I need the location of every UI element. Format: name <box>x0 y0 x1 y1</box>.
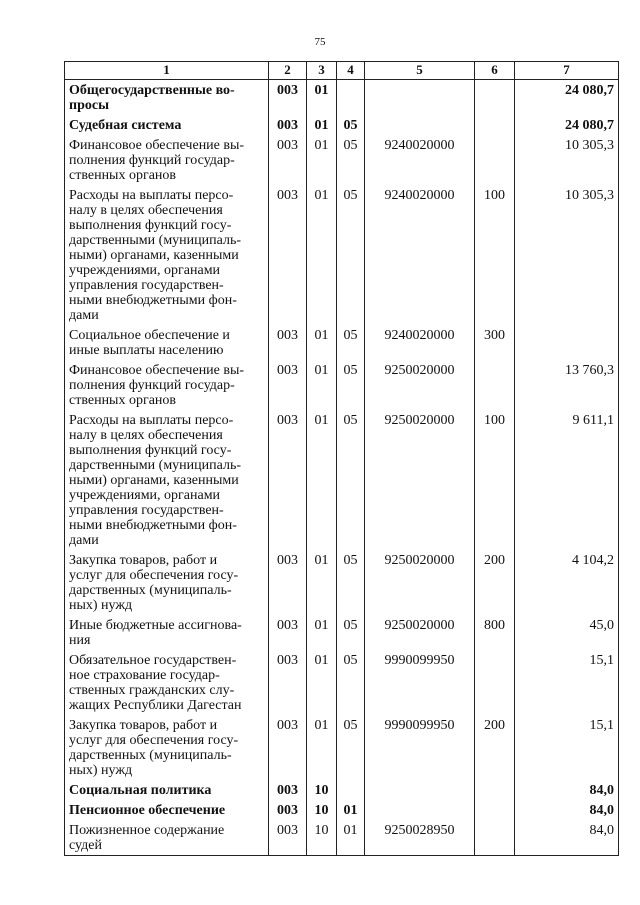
table-row <box>65 325 619 360</box>
table-body <box>65 80 619 856</box>
target-article-code: 9240020000 <box>365 325 475 360</box>
row-name-line: услуг для обеспечения госу- <box>69 568 239 583</box>
row-name-line: Закупка товаров, работ и <box>69 718 218 733</box>
row-name-line: ными) органами, казенными <box>69 248 239 263</box>
amount: 13 760,3 <box>515 360 619 410</box>
table-row <box>65 135 619 185</box>
target-article-code: 9990099950 <box>365 715 475 780</box>
row-name <box>65 325 269 360</box>
budget-table <box>64 61 619 856</box>
target-article-code: 9240020000 <box>365 135 475 185</box>
ministry-code: 003 <box>269 135 307 185</box>
section-code: 10 <box>307 820 337 856</box>
target-article-code: 9250020000 <box>365 550 475 615</box>
row-name-line: ными внебюджетными фон- <box>69 518 237 533</box>
ministry-code: 003 <box>269 820 307 856</box>
ministry-code: 003 <box>269 715 307 780</box>
row-name-line: просы <box>69 98 109 113</box>
expense-type-code <box>475 80 515 116</box>
ministry-code: 003 <box>269 780 307 800</box>
row-name-line: Социальное обеспечение и <box>69 328 230 343</box>
row-name-line: учреждениями, органами <box>69 488 221 503</box>
section-code: 01 <box>307 80 337 116</box>
expense-type-code: 300 <box>475 325 515 360</box>
section-code: 01 <box>307 615 337 650</box>
expense-type-code <box>475 800 515 820</box>
row-name-line: ными внебюджетными фон- <box>69 293 237 308</box>
section-code: 01 <box>307 650 337 715</box>
ministry-code: 003 <box>269 325 307 360</box>
row-name <box>65 780 269 800</box>
row-name-line: дами <box>69 533 99 548</box>
table-row <box>65 820 619 856</box>
column-header: 5 <box>365 62 475 80</box>
table-header-row <box>65 62 619 80</box>
row-name <box>65 615 269 650</box>
row-name-line: дами <box>69 308 99 323</box>
table-row <box>65 615 619 650</box>
row-name <box>65 185 269 325</box>
ministry-code: 003 <box>269 410 307 550</box>
subsection-code: 05 <box>337 615 365 650</box>
section-code: 10 <box>307 800 337 820</box>
section-code: 01 <box>307 360 337 410</box>
section-code: 10 <box>307 780 337 800</box>
target-article-code: 9250020000 <box>365 410 475 550</box>
row-name <box>65 820 269 856</box>
amount: 24 080,7 <box>515 115 619 135</box>
target-article-code: 9240020000 <box>365 185 475 325</box>
target-article-code: 9250028950 <box>365 820 475 856</box>
subsection-code: 01 <box>337 820 365 856</box>
subsection-code: 05 <box>337 135 365 185</box>
amount: 15,1 <box>515 715 619 780</box>
row-name <box>65 410 269 550</box>
row-name-line: управления государствен- <box>69 278 224 293</box>
amount: 10 305,3 <box>515 135 619 185</box>
row-name-line: дарственными (муниципаль- <box>69 458 242 473</box>
target-article-code: 9990099950 <box>365 650 475 715</box>
column-header: 6 <box>475 62 515 80</box>
amount: 4 104,2 <box>515 550 619 615</box>
subsection-code: 05 <box>337 185 365 325</box>
section-code: 01 <box>307 115 337 135</box>
expense-type-code: 100 <box>475 410 515 550</box>
subsection-code: 05 <box>337 715 365 780</box>
amount: 24 080,7 <box>515 80 619 116</box>
row-name-line: налу в целях обеспечения <box>69 203 223 218</box>
row-name-line: Пожизненное содержание <box>69 823 225 838</box>
row-name-line: ными) органами, казенными <box>69 473 239 488</box>
row-name-line: Пенсионное обеспечение <box>69 803 226 818</box>
subsection-code: 05 <box>337 410 365 550</box>
subsection-code: 05 <box>337 650 365 715</box>
expense-type-code: 200 <box>475 715 515 780</box>
table-row <box>65 550 619 615</box>
row-name-line: Закупка товаров, работ и <box>69 553 218 568</box>
row-name-line: Обязательное государствен- <box>69 653 237 668</box>
amount <box>515 325 619 360</box>
column-header: 3 <box>307 62 337 80</box>
table-row <box>65 360 619 410</box>
target-article-code: 9250020000 <box>365 615 475 650</box>
amount: 9 611,1 <box>515 410 619 550</box>
row-name-line: выполнения функций госу- <box>69 218 232 233</box>
row-name-line: Судебная система <box>69 118 182 133</box>
column-header: 4 <box>337 62 365 80</box>
expense-type-code <box>475 780 515 800</box>
section-code: 01 <box>307 715 337 780</box>
column-header: 7 <box>515 62 619 80</box>
column-header: 2 <box>269 62 307 80</box>
row-name-line: Общегосударственные во- <box>69 83 235 98</box>
amount: 84,0 <box>515 820 619 856</box>
row-name-line: выполнения функций госу- <box>69 443 232 458</box>
ministry-code: 003 <box>269 360 307 410</box>
row-name-line: ния <box>69 633 91 648</box>
table-row <box>65 715 619 780</box>
amount: 45,0 <box>515 615 619 650</box>
section-code: 01 <box>307 325 337 360</box>
page-number: 75 <box>314 36 326 48</box>
expense-type-code: 800 <box>475 615 515 650</box>
row-name <box>65 115 269 135</box>
row-name-line: Иные бюджетные ассигнова- <box>69 618 242 633</box>
target-article-code: 9250020000 <box>365 360 475 410</box>
row-name-line: ственных органов <box>69 168 177 183</box>
table-row <box>65 185 619 325</box>
ministry-code: 003 <box>269 550 307 615</box>
row-name <box>65 800 269 820</box>
row-name-line: Расходы на выплаты персо- <box>69 188 234 203</box>
subsection-code: 05 <box>337 325 365 360</box>
expense-type-code <box>475 135 515 185</box>
row-name <box>65 550 269 615</box>
expense-type-code: 200 <box>475 550 515 615</box>
row-name-line: ственных органов <box>69 393 177 408</box>
row-name-line: Социальная политика <box>69 783 212 798</box>
subsection-code <box>337 80 365 116</box>
expense-type-code <box>475 115 515 135</box>
section-code: 01 <box>307 135 337 185</box>
row-name-line: услуг для обеспечения госу- <box>69 733 239 748</box>
subsection-code: 01 <box>337 800 365 820</box>
ministry-code: 003 <box>269 615 307 650</box>
amount: 84,0 <box>515 780 619 800</box>
expense-type-code <box>475 360 515 410</box>
column-header: 1 <box>65 62 269 80</box>
row-name-line: Финансовое обеспечение вы- <box>69 138 245 153</box>
amount: 15,1 <box>515 650 619 715</box>
table-row <box>65 800 619 820</box>
row-name-line: ных) нужд <box>69 763 133 778</box>
expense-type-code: 100 <box>475 185 515 325</box>
section-code: 01 <box>307 550 337 615</box>
table-row <box>65 650 619 715</box>
table-row <box>65 780 619 800</box>
row-name-line: ственных гражданских слу- <box>69 683 235 698</box>
row-name-line: полнения функций государ- <box>69 153 235 168</box>
row-name-line: ных) нужд <box>69 598 133 613</box>
row-name-line: полнения функций государ- <box>69 378 235 393</box>
subsection-code: 05 <box>337 360 365 410</box>
row-name-line: налу в целях обеспечения <box>69 428 223 443</box>
row-name <box>65 650 269 715</box>
row-name-line: дарственных (муниципаль- <box>69 583 232 598</box>
amount: 10 305,3 <box>515 185 619 325</box>
table-row <box>65 115 619 135</box>
ministry-code: 003 <box>269 800 307 820</box>
row-name-line: судей <box>69 838 102 853</box>
row-name <box>65 80 269 116</box>
subsection-code: 05 <box>337 115 365 135</box>
row-name-line: учреждениями, органами <box>69 263 221 278</box>
section-code: 01 <box>307 410 337 550</box>
amount: 84,0 <box>515 800 619 820</box>
table-row <box>65 410 619 550</box>
row-name-line: дарственными (муниципаль- <box>69 233 242 248</box>
ministry-code: 003 <box>269 650 307 715</box>
subsection-code: 05 <box>337 550 365 615</box>
section-code: 01 <box>307 185 337 325</box>
subsection-code <box>337 780 365 800</box>
expense-type-code <box>475 650 515 715</box>
row-name <box>65 135 269 185</box>
ministry-code: 003 <box>269 185 307 325</box>
target-article-code <box>365 115 475 135</box>
row-name-line: Финансовое обеспечение вы- <box>69 363 245 378</box>
ministry-code: 003 <box>269 115 307 135</box>
row-name-line: ное страхование государ- <box>69 668 220 683</box>
row-name <box>65 360 269 410</box>
target-article-code <box>365 780 475 800</box>
target-article-code <box>365 80 475 116</box>
expense-type-code <box>475 820 515 856</box>
row-name-line: иные выплаты населению <box>69 343 224 358</box>
row-name-line: жащих Республики Дагестан <box>69 698 242 713</box>
row-name <box>65 715 269 780</box>
ministry-code: 003 <box>269 80 307 116</box>
target-article-code <box>365 800 475 820</box>
row-name-line: дарственных (муниципаль- <box>69 748 232 763</box>
row-name-line: Расходы на выплаты персо- <box>69 413 234 428</box>
table-row <box>65 80 619 116</box>
row-name-line: управления государствен- <box>69 503 224 518</box>
